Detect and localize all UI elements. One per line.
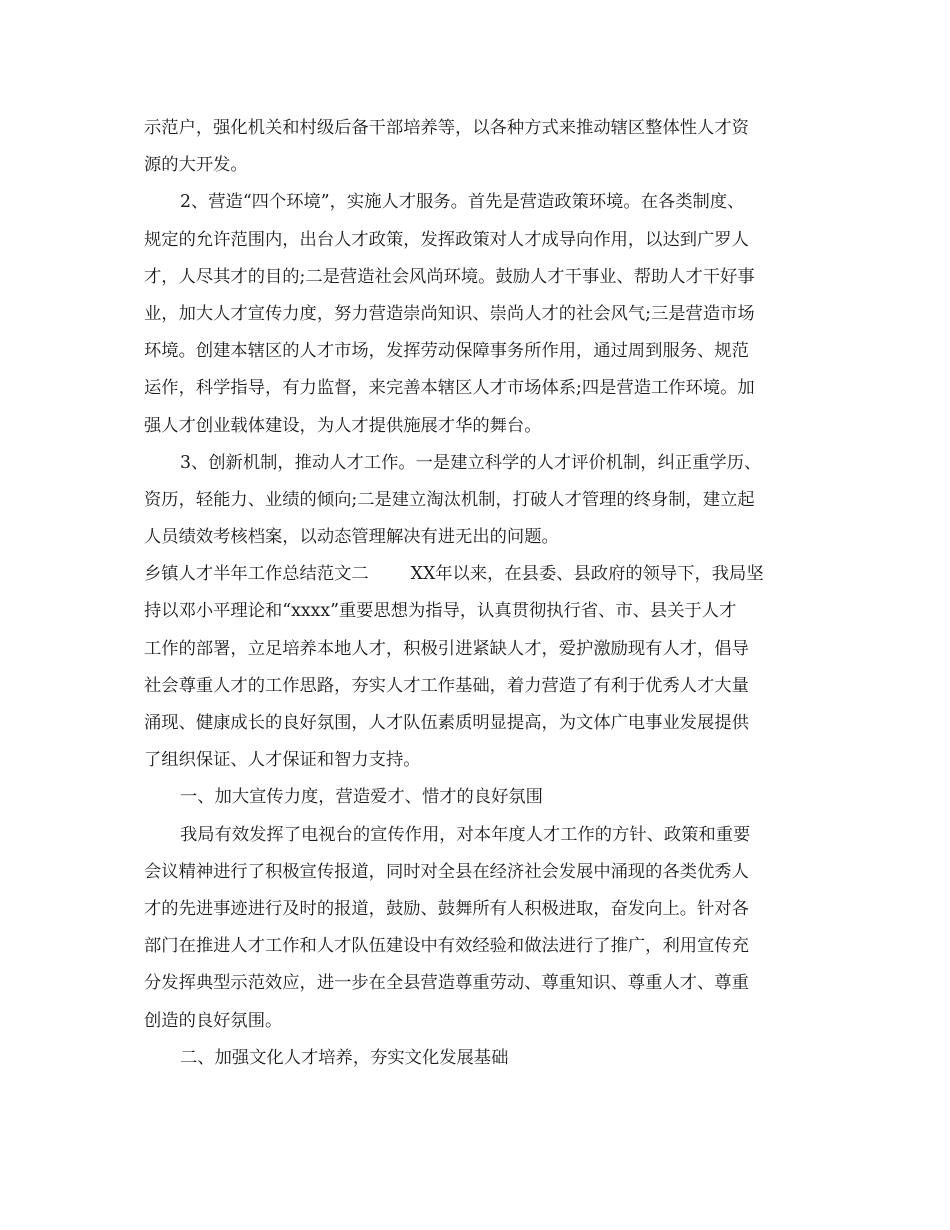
paragraph-line: 3、创新机制，推动人才工作。一是建立科学的人才评价机制，纠正重学历、 xyxy=(180,452,762,473)
paragraph-line: 源的大开发。 xyxy=(144,155,248,176)
paragraph-line: 分发挥典型示范效应，进一步在全县营造尊重劳动、尊重知识、尊重人才、尊重 xyxy=(144,973,749,994)
paragraph-line: 了组织保证、人才保证和智力支持。 xyxy=(144,750,421,771)
paragraph-line: 会议精神进行了积极宣传报道，同时对全县在经济社会发展中涌现的各类优秀人 xyxy=(144,861,749,882)
subheading: 一、加大宣传力度，营造爱才、惜才的良好氛围 xyxy=(180,787,543,808)
document-body xyxy=(144,110,816,1077)
paragraph-line: 人员绩效考核档案，以动态管理解决有进无出的问题。 xyxy=(144,527,559,548)
paragraph-line: 才的先进事迹进行及时的报道，鼓励、鼓舞所有人积极进取，奋发向上。针对各 xyxy=(144,898,749,919)
paragraph-line: XX年以来，在县委、县政府的领导下，我局坚 xyxy=(410,564,764,585)
paragraph-line: 我局有效发挥了电视台的宣传作用，对本年度人才工作的方针、政策和重要 xyxy=(180,824,751,845)
paragraph-line: 强人才创业载体建设，为人才提供施展才华的舞台。 xyxy=(144,415,542,436)
subheading: 二、加强文化人才培养，夯实文化发展基础 xyxy=(180,1047,509,1068)
paragraph-line: 2、营造“四个环境”，实施人才服务。首先是营造政策环境。在各类制度、 xyxy=(180,192,745,213)
paragraph-line: 涌现、健康成长的良好氛围，人才队伍素质明显提高，为文体广电事业发展提供 xyxy=(144,713,749,733)
paragraph-line: 才，人尽其才的目的;二是营造社会风尚环境。鼓励人才干事业、帮助人才干好事 xyxy=(144,266,755,287)
paragraph-line: 持以邓小平理论和“xxxx”重要思想为指导，认真贯彻执行省、市、县关于人才 xyxy=(144,601,737,622)
paragraph-line: 环境。创建本辖区的人才市场，发挥劳动保障事务所作用，通过周到服务、规范 xyxy=(144,341,749,362)
paragraph-line: 创造的良好氛围。 xyxy=(144,1010,283,1031)
section-title: 乡镇人才半年工作总结范文二 xyxy=(144,564,369,585)
paragraph-line: 部门在推进人才工作和人才队伍建设中有效经验和做法进行了推广，利用宣传充 xyxy=(144,936,749,957)
paragraph-line: 工作的部署，立足培养本地人才，积极引进紧缺人才，爱护激励现有人才，倡导 xyxy=(144,638,749,659)
paragraph-line: 社会尊重人才的工作思路，夯实人才工作基础，着力营造了有利于优秀人才大量 xyxy=(144,675,749,696)
paragraph-line: 规定的允许范围内，出台人才政策，发挥政策对人才成导向作用，以达到广罗人 xyxy=(144,229,749,250)
section-title-line xyxy=(144,556,816,593)
paragraph-line: 运作，科学指导，有力监督，来完善本辖区人才市场体系;四是营造工作环境。加 xyxy=(144,378,755,399)
paragraph-line: 示范户，强化机关和村级后备干部培养等，以各种方式来推动辖区整体性人才资 xyxy=(144,118,749,138)
paragraph-line: 业，加大人才宣传力度，努力营造崇尚知识、崇尚人才的社会风气;三是营造市场 xyxy=(144,303,755,324)
paragraph-line: 资历，轻能力、业绩的倾向;二是建立淘汰机制，打破人才管理的终身制，建立起 xyxy=(144,489,755,510)
